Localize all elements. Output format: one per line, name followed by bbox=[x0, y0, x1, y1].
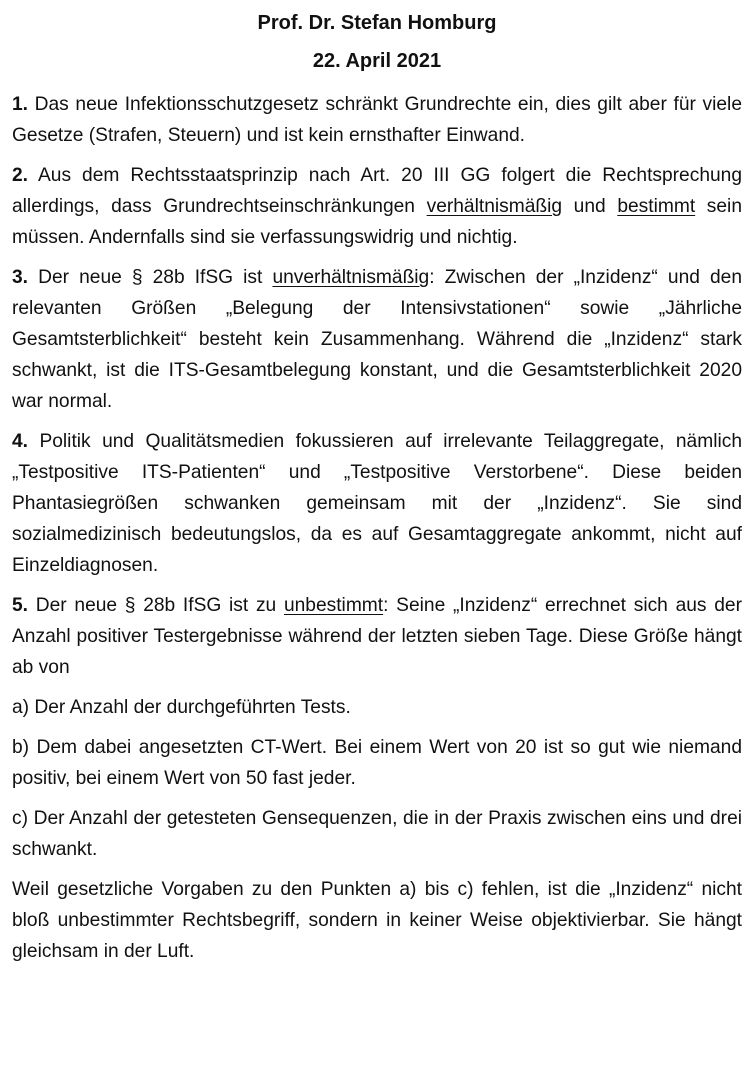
closing-paragraph: Weil gesetzliche Vorgaben zu den Punkten a) bis c) fehlen, ist die „Inzidenz“ nicht bloß unbestimmter Rechtsbegriff, sondern in keiner Weise objektivierbar. Sie hängt gleichsam in der Luft. bbox=[12, 879, 742, 962]
paragraph-5 bbox=[12, 590, 742, 683]
paragraph-number: 2. bbox=[12, 165, 29, 186]
paragraph-text: Politik und Qualitätsmedien fokussieren auf irrelevante Teilaggregate, nämlich „Testpositive ITS-Patienten“ und „Testpositive Verstorbene“. Diese beiden Phantasiegrößen schwanken gemeinsam mit der „Inzidenz“. Sie sind sozialmedizinisch bedeutungslos, da es auf Gesamtaggregate ankommt, nicht auf Einzeldiagnosen. bbox=[12, 431, 742, 576]
paragraph-text: Der neue § 28b IfSG ist zu bbox=[35, 595, 284, 616]
paragraph-text: : Zwischen der „Inzidenz“ und den relevanten Größen „Belegung der Intensivstationen“ sowie „Jährliche Gesamtsterblichkeit“ besteht kein Zusammenhang. Während die „Inzidenz“ stark schwankt, ist die ITS-Gesamtbelegung konstant, und die Gesamtsterblichkeit 2020 war normal. bbox=[12, 267, 743, 412]
author-name: Prof. Dr. Stefan Homburg bbox=[257, 12, 497, 34]
underlined-term-unbestimmt: unbestimmt bbox=[283, 595, 384, 616]
document-header bbox=[12, 8, 742, 76]
document-date: 22. April 2021 bbox=[312, 50, 442, 72]
list-item-b: b) Dem dabei angesetzten CT-Wert. Bei einem Wert von 20 ist so gut wie niemand positiv, bei einem Wert von 50 fast jeder. bbox=[12, 737, 742, 789]
paragraph-number: 4. bbox=[12, 431, 29, 452]
paragraph-number: 1. bbox=[12, 94, 29, 115]
paragraph-text: und bbox=[562, 196, 618, 217]
underlined-term-unverhaeltnismaessig: unverhältnismäßig bbox=[272, 267, 430, 288]
paragraph-number: 3. bbox=[12, 267, 29, 288]
paragraph-3 bbox=[12, 262, 742, 417]
underlined-term-verhaeltnismaessig: verhältnismäßig bbox=[426, 196, 563, 217]
paragraph-4 bbox=[12, 426, 742, 581]
paragraph-1 bbox=[12, 89, 742, 151]
paragraph-text: Das neue Infektionsschutzgesetz schränkt Grundrechte ein, dies gilt aber für viele Gesetze (Strafen, Steuern) und ist kein ernsthafter Einwand. bbox=[12, 94, 742, 146]
paragraph-text: Aus dem Rechtsstaatsprinzip nach Art. 20 III GG folgert die Rechtsprechung allerdings, dass Grundrechtseinschränkungen bbox=[12, 165, 743, 217]
paragraph-text: : Seine „Inzidenz“ errechnet sich aus der Anzahl positiver Testergebnisse während der letzten sieben Tage. Diese Größe hängt ab von bbox=[12, 595, 742, 678]
underlined-term-bestimmt: bestimmt bbox=[617, 196, 696, 217]
list-item-c: c) Der Anzahl der getesteten Gensequenzen, die in der Praxis zwischen eins und drei schwankt. bbox=[12, 808, 742, 860]
paragraph-text: Der neue § 28b IfSG ist bbox=[38, 267, 273, 288]
paragraph-number: 5. bbox=[12, 595, 29, 616]
list-item-a: a) Der Anzahl der durchgeführten Tests. bbox=[12, 697, 351, 718]
paragraph-2 bbox=[12, 160, 742, 253]
paragraph-text: sein müssen. Andernfalls sind sie verfassungswidrig und nichtig. bbox=[12, 196, 742, 248]
